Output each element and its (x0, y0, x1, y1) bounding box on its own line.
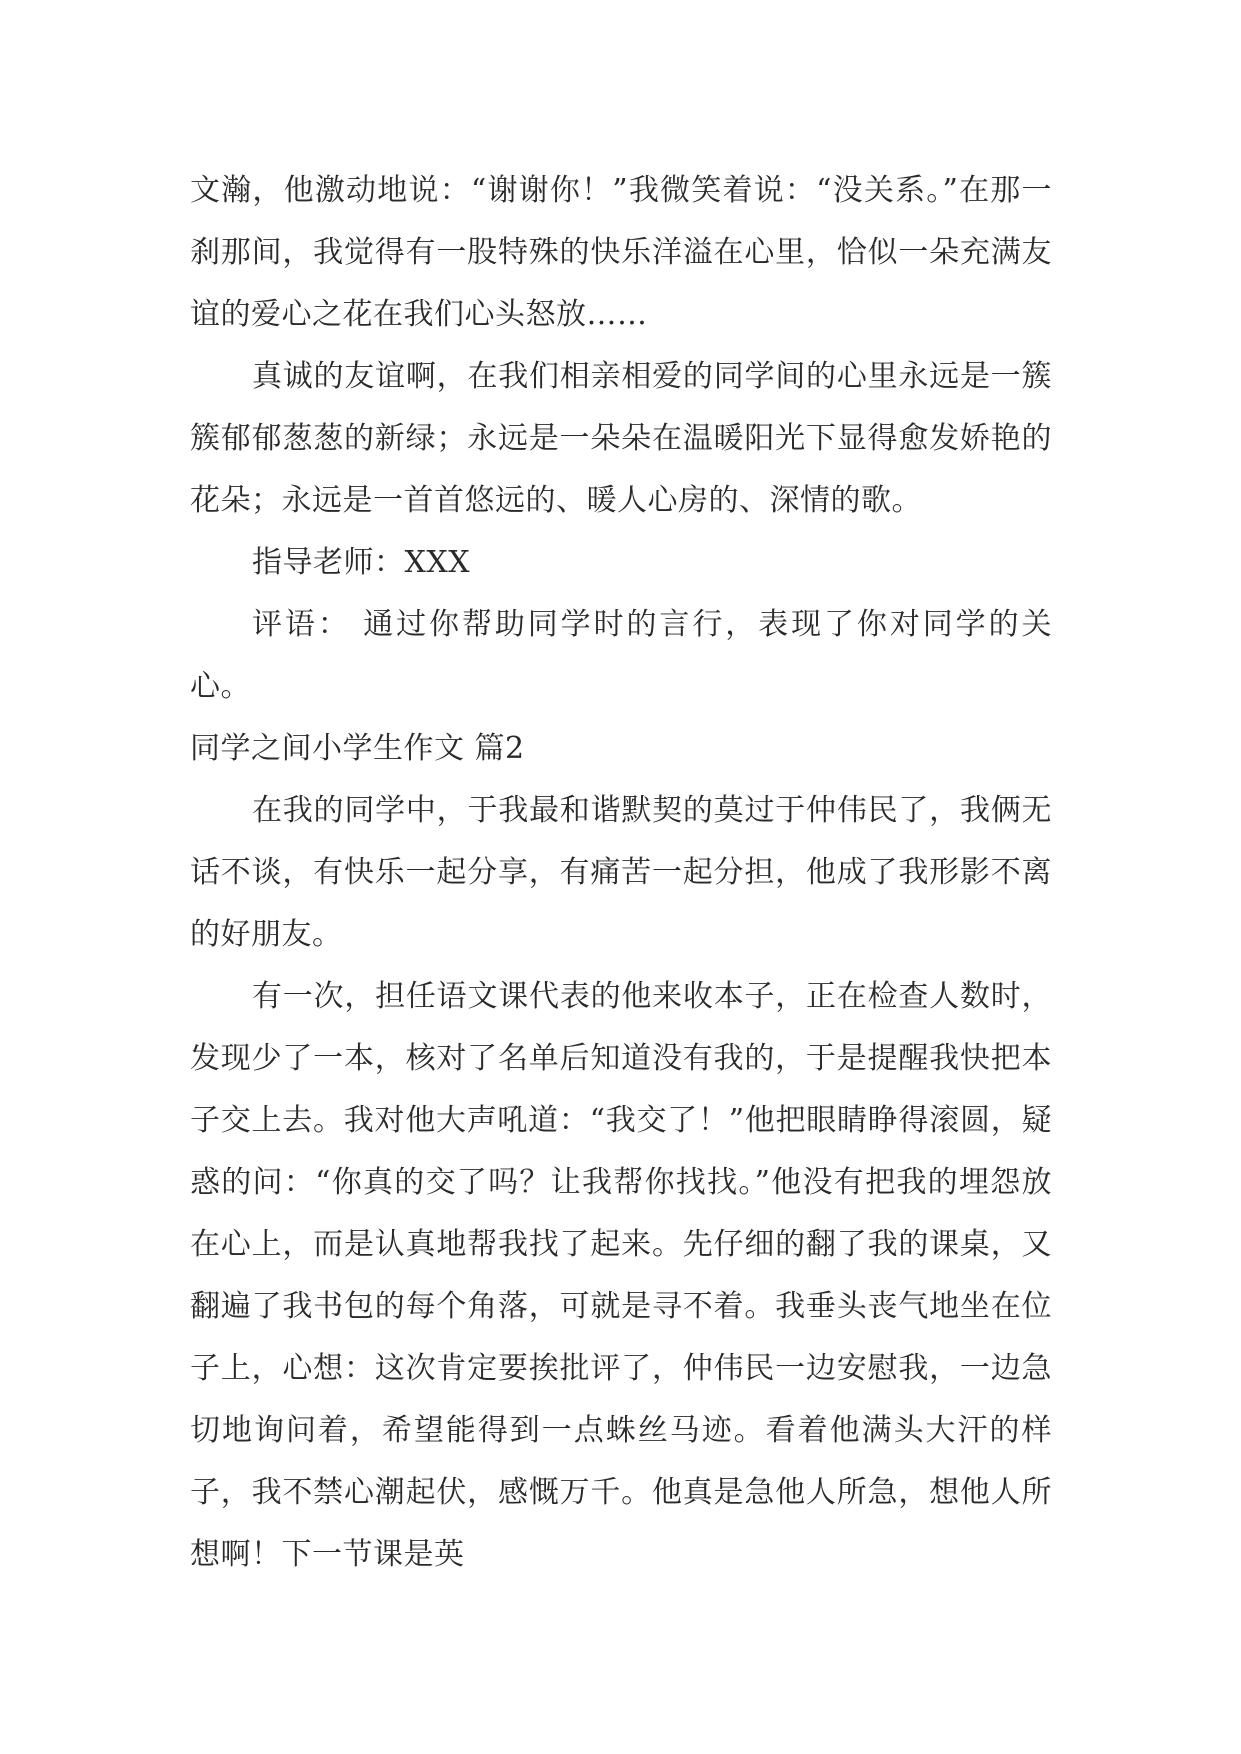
section-heading: 同学之间小学生作文 篇2 (190, 731, 525, 766)
paragraph-continuation: 文瀚，他激动地说：“谢谢你！”我微笑着说：“没关系。”在那一刹那间，我觉得有一股特殊的快乐洋溢在心里，恰似一朵充满友谊的爱心之花在我们心头怒放…… (190, 173, 1052, 332)
comment-line: 评语： 通过你帮助同学时的言行，表现了你对同学的关心。 (190, 607, 1052, 704)
paragraph-story: 有一次，担任语文课代表的他来收本子，正在检查人数时，发现少了一本，核对了名单后知道没有我的，于是提醒我快把本子交上去。我对他大声吼道：“我交了！”他把眼睛睁得滚圆，疑惑的问：“你真的交了吗？让我帮你找找。”他没有把我的埋怨放在心上，而是认真地帮我找了起来。先仔细的翻了我的课桌，又翻遍了我书包的每个角落，可就是寻不着。我垂头丧气地坐在位子上，心想：这次肯定要挨批评了，仲伟民一边安慰我，一边急切地询问着，希望能得到一点蛛丝马迹。看着他满头大汗的样子，我不禁心潮起伏，感慨万千。他真是急他人所急，想他人所想啊！下一节课是英 (190, 979, 1052, 1572)
paragraph-intro: 在我的同学中，于我最和谐默契的莫过于仲伟民了，我俩无话不谈，有快乐一起分享，有痛苦一起分担，他成了我形影不离的好朋友。 (190, 793, 1052, 952)
document-body (190, 160, 1052, 1586)
paragraph-friendship: 真诚的友谊啊，在我们相亲相爱的同学间的心里永远是一簇簇郁郁葱葱的新绿；永远是一朵朵在温暖阳光下显得愈发娇艳的花朵；永远是一首首悠远的、暖人心房的、深情的歌。 (190, 359, 1052, 518)
teacher-line: 指导老师：XXX (252, 545, 471, 580)
